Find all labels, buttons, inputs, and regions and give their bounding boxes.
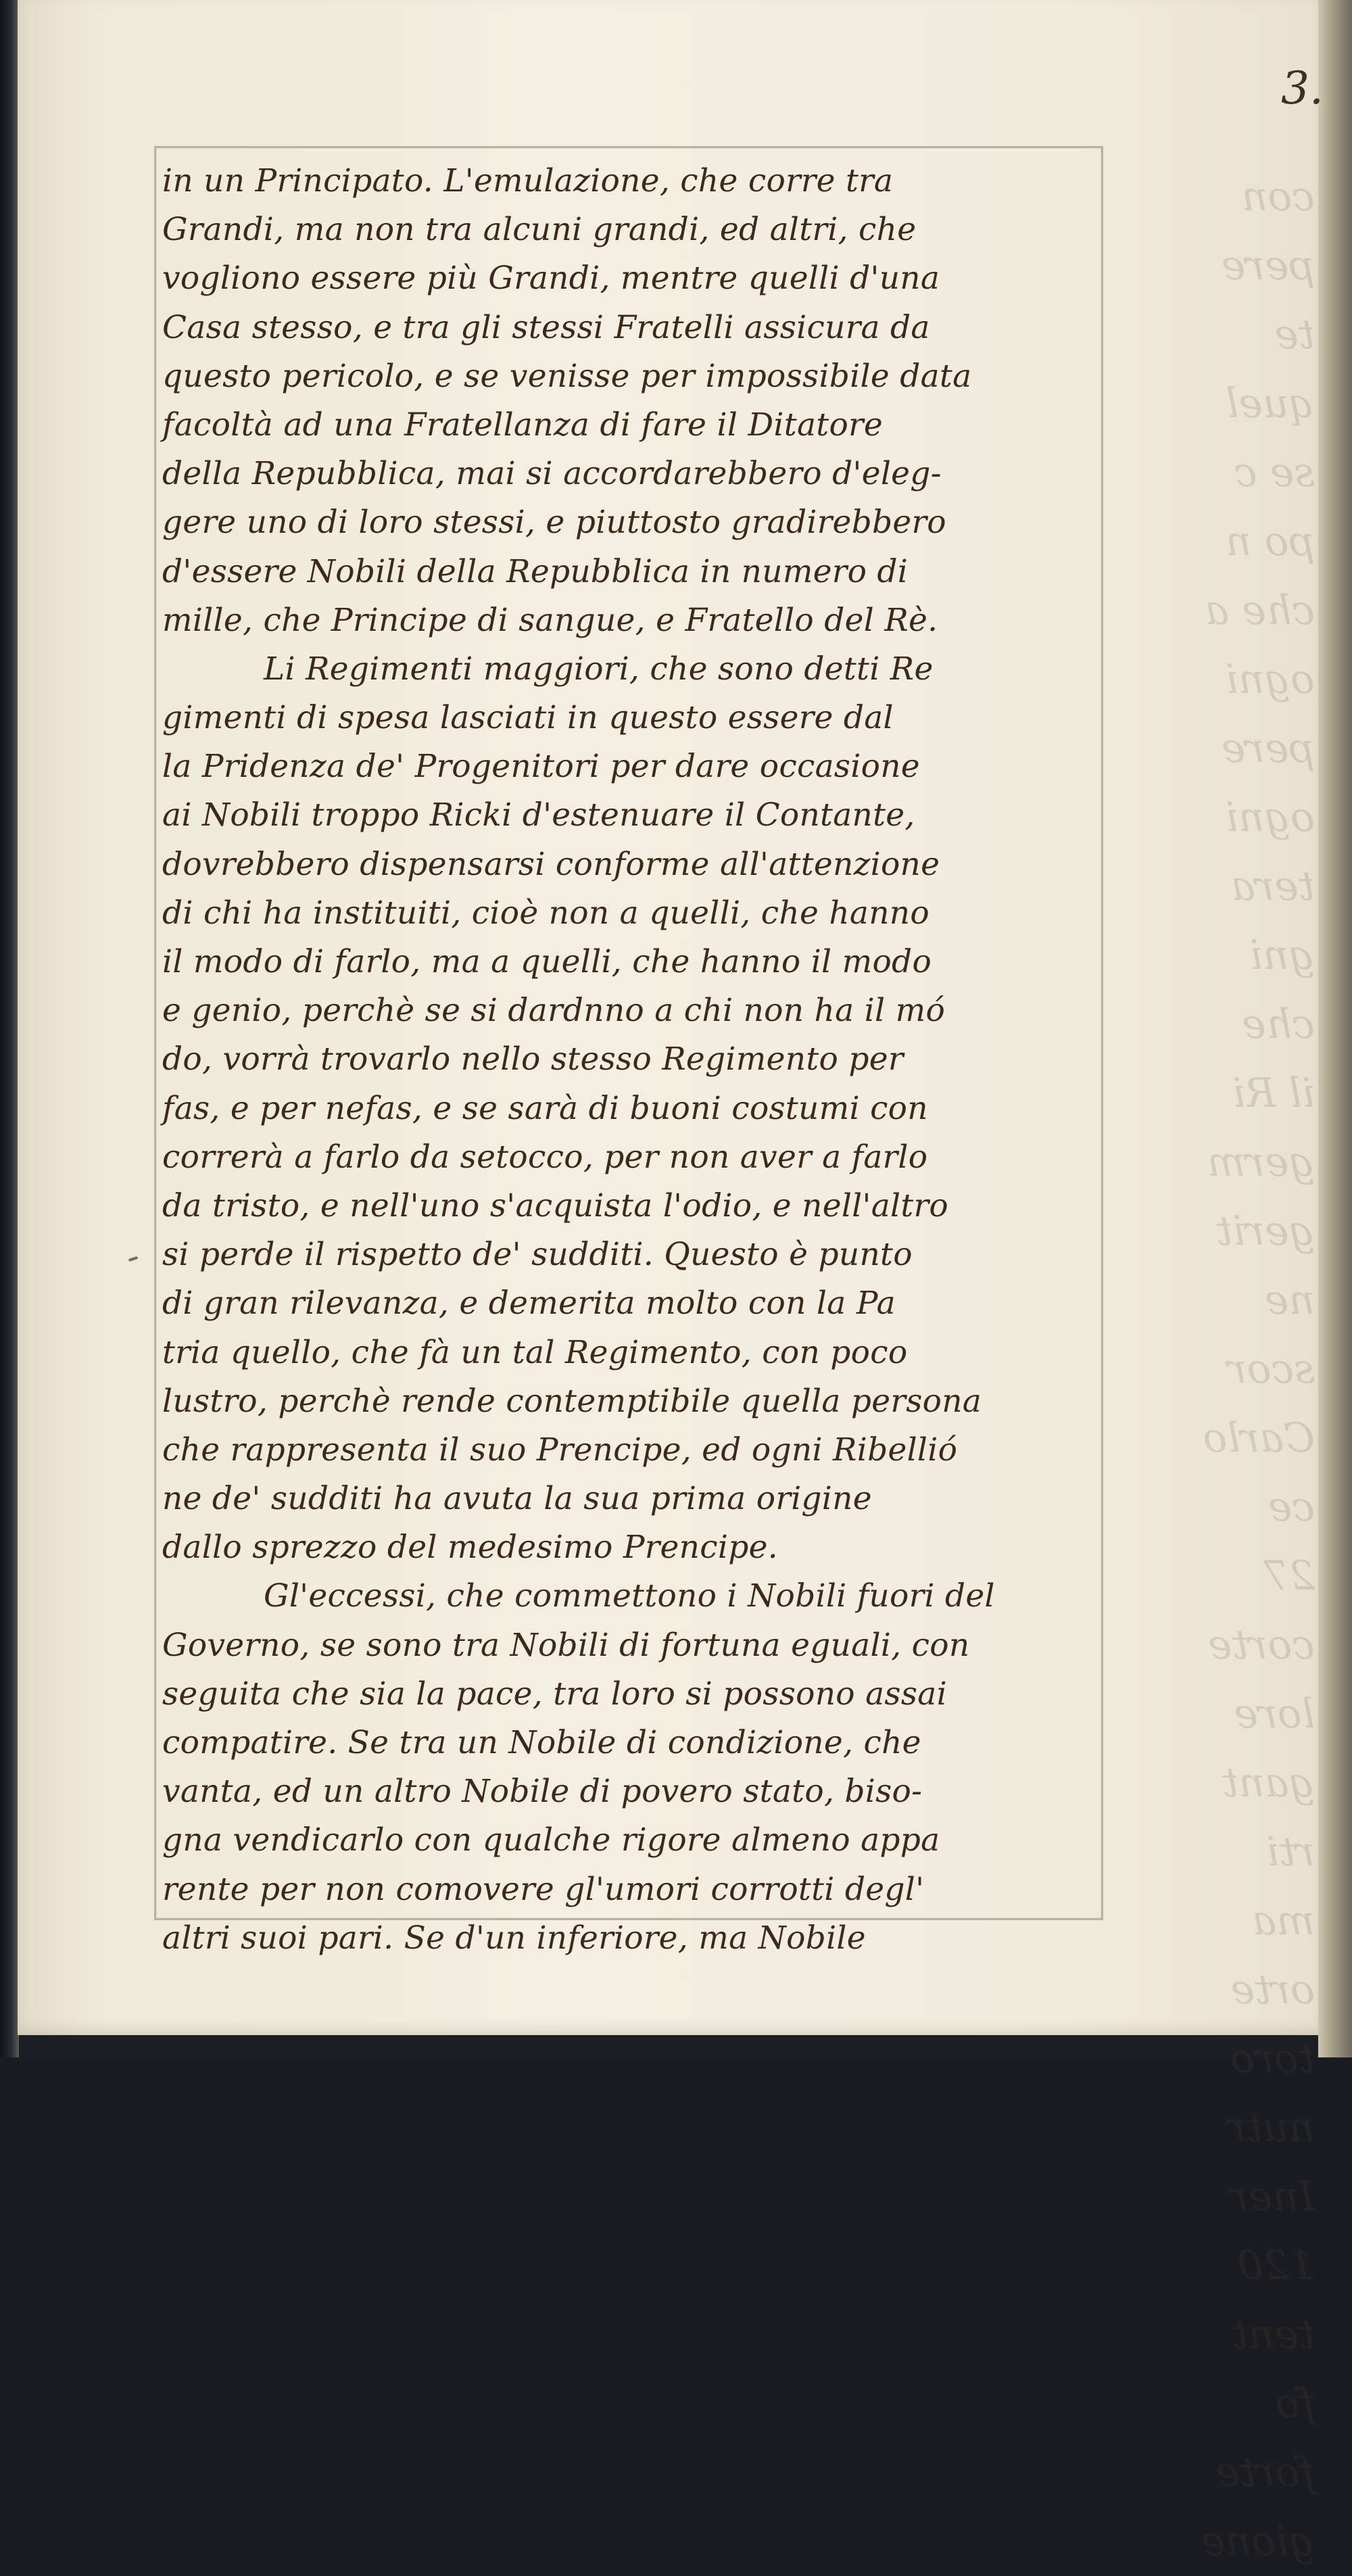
text-line: il modo di farlo, ma a quelli, che hanno il modo [162,943,932,980]
text-line: della Repubblica, mai si accordarebbero d'eleg- [162,455,942,493]
binding-shadow [0,0,19,2057]
bleed-word: gione [1201,2518,1315,2565]
text-line: compatire. Se tra un Nobile di condizione, che [162,1724,921,1761]
text-line: correrà a farlo da setocco, per non aver a farlo [162,1138,928,1176]
paragraph [162,157,1088,645]
text-line: di chi ha instituiti, cioè non a quelli, che hanno [162,894,930,932]
bleed-word: fo [1275,2380,1315,2427]
text-line: di gran rilevanza, e demerita molto con la Pa [162,1285,896,1322]
text-line: dovrebbero dispensarsi conforme all'attenzione [162,845,940,883]
text-line: che rappresenta il suo Prencipe, ed ogni Ribellió [162,1431,958,1469]
bleed-word: 120 [1237,2242,1315,2289]
text-line: gna vendicarlo con qualche rigore almeno appa [162,1821,940,1859]
text-line: Gl'eccessi, che commettono i Nobili fuori del [264,1577,995,1615]
paragraph [162,645,1088,1573]
text-line: Li Regimenti maggiori, che sono detti Re [264,650,934,688]
text-line: mille, che Principe di sangue, e Fratello del Rè. [162,601,938,639]
bleed-word: toro [1230,2035,1315,2082]
bleed-word: nutr [1226,2104,1315,2151]
text-line: Casa stesso, e tra gli stessi Fratelli assicura da [162,308,930,346]
text-line: ai Nobili troppo Ricki d'estenuare il Contante, [162,796,915,834]
text-line: vogliono essere più Grandi, mentre quelli d'una [162,260,940,297]
paragraph [162,1572,1088,1963]
text-line: questo pericolo, e se venisse per impossibile data [162,357,972,395]
text-line: do, vorrà trovarlo nello stesso Regimento per [162,1041,904,1078]
text-line: tria quello, che fà un tal Regimento, con poco [162,1333,908,1371]
text-line: d'essere Nobili della Repubblica in numero di [162,552,909,590]
text-line: in un Principato. L'emulazione, che corre tra [162,162,894,199]
text-line: vanta, ed un altro Nobile di povero stato, biso- [162,1773,923,1811]
text-line: dallo sprezzo del medesimo Prencipe. [162,1529,778,1567]
bleed-word: forte [1215,2449,1315,2496]
text-line: da tristo, e nell'uno s'acquista l'odio, e nell'altro [162,1187,948,1224]
page-edge [1318,0,1352,2057]
text-line: facoltà ad una Fratellanza di fare il Ditatore [162,406,883,444]
text-line: gere uno di loro stessi, e piuttosto gradirebbero [162,504,946,542]
manuscript-text [162,157,1088,1963]
text-line: la Pridenza de' Progenitori per dare occasione [162,748,920,786]
text-line: altri suoi pari. Se d'un inferiore, ma Nobile [162,1919,866,1957]
text-line: lustro, perchè rende contemptibile quella persona [162,1382,982,1420]
text-line: gimenti di spesa lasciati in questo essere dal [162,699,894,737]
text-line: fas, e per nefas, e se sarà di buoni costumi con [162,1089,928,1127]
text-line: e genio, perchè se si dardnno a chi non ha il mó [162,992,946,1030]
bleed-word: Iner [1229,2173,1315,2220]
text-line: Grandi, ma non tra alcuni grandi, ed altri, che [162,211,917,249]
text-line: seguita che sia la pace, tra loro si possono assai [162,1675,947,1713]
text-line: ne de' sudditi ha avuta la sua prima origine [162,1480,872,1518]
text-line: Governo, se sono tra Nobili di fortuna eguali, con [162,1626,970,1664]
text-line: si perde il rispetto de' sudditi. Questo è punto [162,1236,913,1274]
folio-number: 3. [1281,62,1324,114]
bleed-word: tent [1232,2311,1315,2358]
text-line: rente per non comovere gl'umori corrotti degl' [162,1870,925,1908]
